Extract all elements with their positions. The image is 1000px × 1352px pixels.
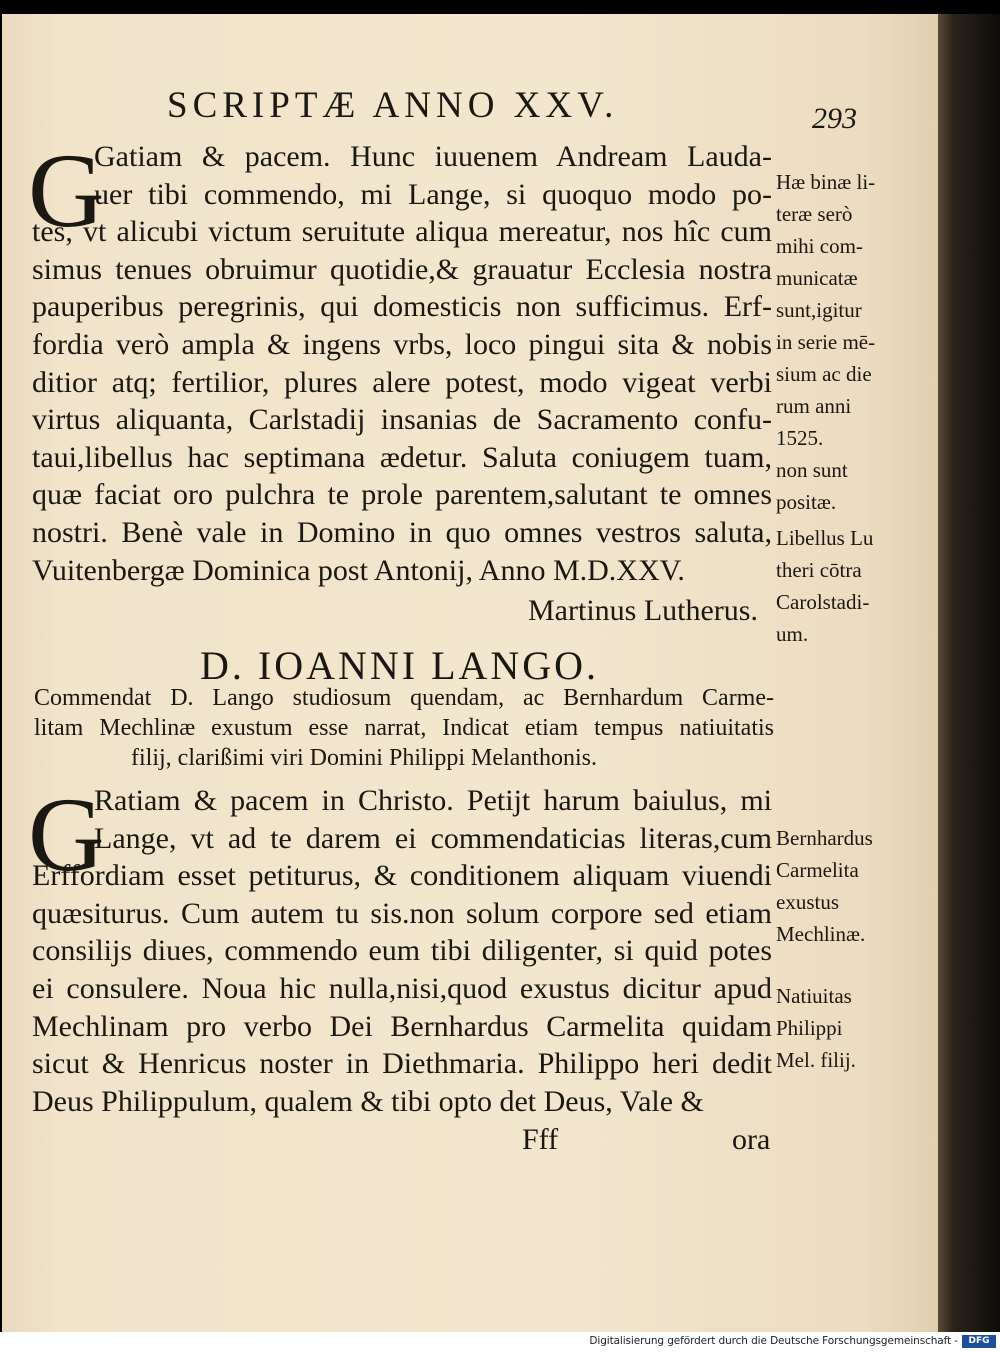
- margin-line: Mechlinæ.: [776, 922, 866, 946]
- letter-heading: D. IOANNI LANGO.: [200, 643, 600, 688]
- margin-note-dating: [776, 166, 906, 518]
- margin-line: positæ.: [776, 490, 837, 514]
- text-line: ditior atq; fertilior, plures alere potest, modo vigeat verbi: [32, 365, 772, 399]
- margin-note-bernhardus: [776, 822, 906, 950]
- text-line: Gatiam & pacem. Hunc iuuenem Andream Lauda-: [94, 140, 772, 173]
- page-number: 293: [812, 102, 857, 135]
- text-line: Vuitenbergæ Dominica post Antonij, Anno M.D.XXV.: [32, 553, 685, 587]
- book-edge: [938, 14, 1000, 1332]
- margin-note-libellus: [776, 522, 906, 650]
- margin-line: in serie mē-: [776, 330, 876, 354]
- running-title: SCRIPTÆ ANNO XXV.: [167, 85, 619, 126]
- text-line: consilijs diues, commendo eum tibi diligenter, si quid potes: [32, 934, 772, 968]
- catchword: ora: [732, 1123, 771, 1156]
- margin-line: theri cōtra: [776, 558, 862, 582]
- margin-line: non sunt: [776, 458, 848, 482]
- letter-one-body: [32, 138, 772, 589]
- margin-line: Hæ binæ li-: [776, 170, 876, 194]
- text-line: uer tibi commendo, mi Lange, si quoquo modo po-: [94, 177, 772, 211]
- margin-line: 1525.: [776, 426, 824, 450]
- margin-line: municatæ: [776, 266, 858, 290]
- book-page: [2, 14, 938, 1332]
- text-line: Ratiam & pacem in Christo. Petijt harum baiulus, mi: [94, 784, 772, 817]
- margin-line: um.: [776, 622, 809, 646]
- text-line: sicut & Henricus noster in Diethmaria. Philippo heri dedit: [32, 1047, 772, 1081]
- margin-line: sium ac die: [776, 362, 872, 386]
- footer-bar: [0, 1332, 1000, 1352]
- text-line: taui,libellus hac septimana ædetur. Saluta coniugem tuam,: [32, 440, 772, 474]
- margin-line: Carmelita: [776, 858, 859, 882]
- text-line: quæ faciat oro pulchra te prole parentem,salutant te omnes: [32, 478, 772, 512]
- summary-line: litam Mechlinæ exustum esse narrat, Indicat etiam tempus natiuitatis: [34, 715, 774, 741]
- letter-two-body: [32, 782, 772, 1120]
- margin-line: rum anni: [776, 394, 852, 418]
- footer-credit: Digitalisierung gefördert durch die Deutsche Forschungsgemeinschaft -: [589, 1335, 958, 1347]
- margin-line: mihi com-: [776, 234, 863, 258]
- text-line: simus tenues obruimur quotidie,& grauatur Ecclesia nostra: [32, 252, 772, 286]
- margin-note-natiuitas: [776, 980, 906, 1076]
- margin-line: Bernhardus: [776, 826, 873, 850]
- summary-line: Commendat D. Lango studiosum quendam, ac Bernhardum Carme-: [34, 685, 774, 711]
- margin-line: exustus: [776, 890, 839, 914]
- drop-cap-initial: G: [28, 132, 105, 249]
- text-line: ei consulere. Noua hic nulla,nisi,quod exustus dicitur apud: [32, 971, 772, 1005]
- margin-line: sunt,igitur: [776, 298, 862, 322]
- margin-line: Natiuitas: [776, 984, 852, 1008]
- text-line: nostri. Benè vale in Domino in quo omnes vestros saluta,: [32, 515, 772, 549]
- margin-line: Carolstadi-: [776, 590, 870, 614]
- text-line: virtus aliquanta, Carlstadij insanias de Sacramento confu-: [32, 403, 772, 437]
- dfg-logo[interactable]: DFG: [962, 1335, 996, 1348]
- margin-line: Philippi: [776, 1016, 843, 1040]
- text-line: Lange, vt ad te darem ei commendaticias literas,cum: [94, 821, 772, 855]
- text-line: Deus Philippulum, qualem & tibi opto det Deus, Vale &: [32, 1084, 704, 1118]
- letter-summary: [34, 683, 774, 773]
- signature: Martinus Lutherus.: [528, 594, 758, 627]
- margin-line: Libellus Lu: [776, 526, 874, 550]
- text-line: Erffordiam esset petiturus, & conditionem aliquam viuendi: [32, 859, 772, 893]
- text-line: Mechlinam pro verbo Dei Bernhardus Carmelita quidam: [32, 1009, 772, 1043]
- text-line: quæsiturus. Cum autem tu sis.non solum corpore sed etiam: [32, 896, 772, 930]
- signature-mark: Fff: [522, 1123, 559, 1156]
- text-line: pauperibus peregrinis, qui domesticis non sufficimus. Erf-: [32, 290, 772, 324]
- summary-line: filij, clarißimi viri Domini Philippi Melanthonis.: [131, 745, 597, 771]
- text-line: tes, vt alicubi victum seruitute aliqua mereatur, nos hîc cum: [32, 215, 772, 249]
- margin-line: teræ serò: [776, 202, 853, 226]
- text-line: fordia verò ampla & ingens vrbs, loco pingui sita & nobis: [32, 327, 772, 361]
- margin-line: Mel. filij.: [776, 1048, 856, 1072]
- drop-cap-initial: G: [28, 776, 105, 893]
